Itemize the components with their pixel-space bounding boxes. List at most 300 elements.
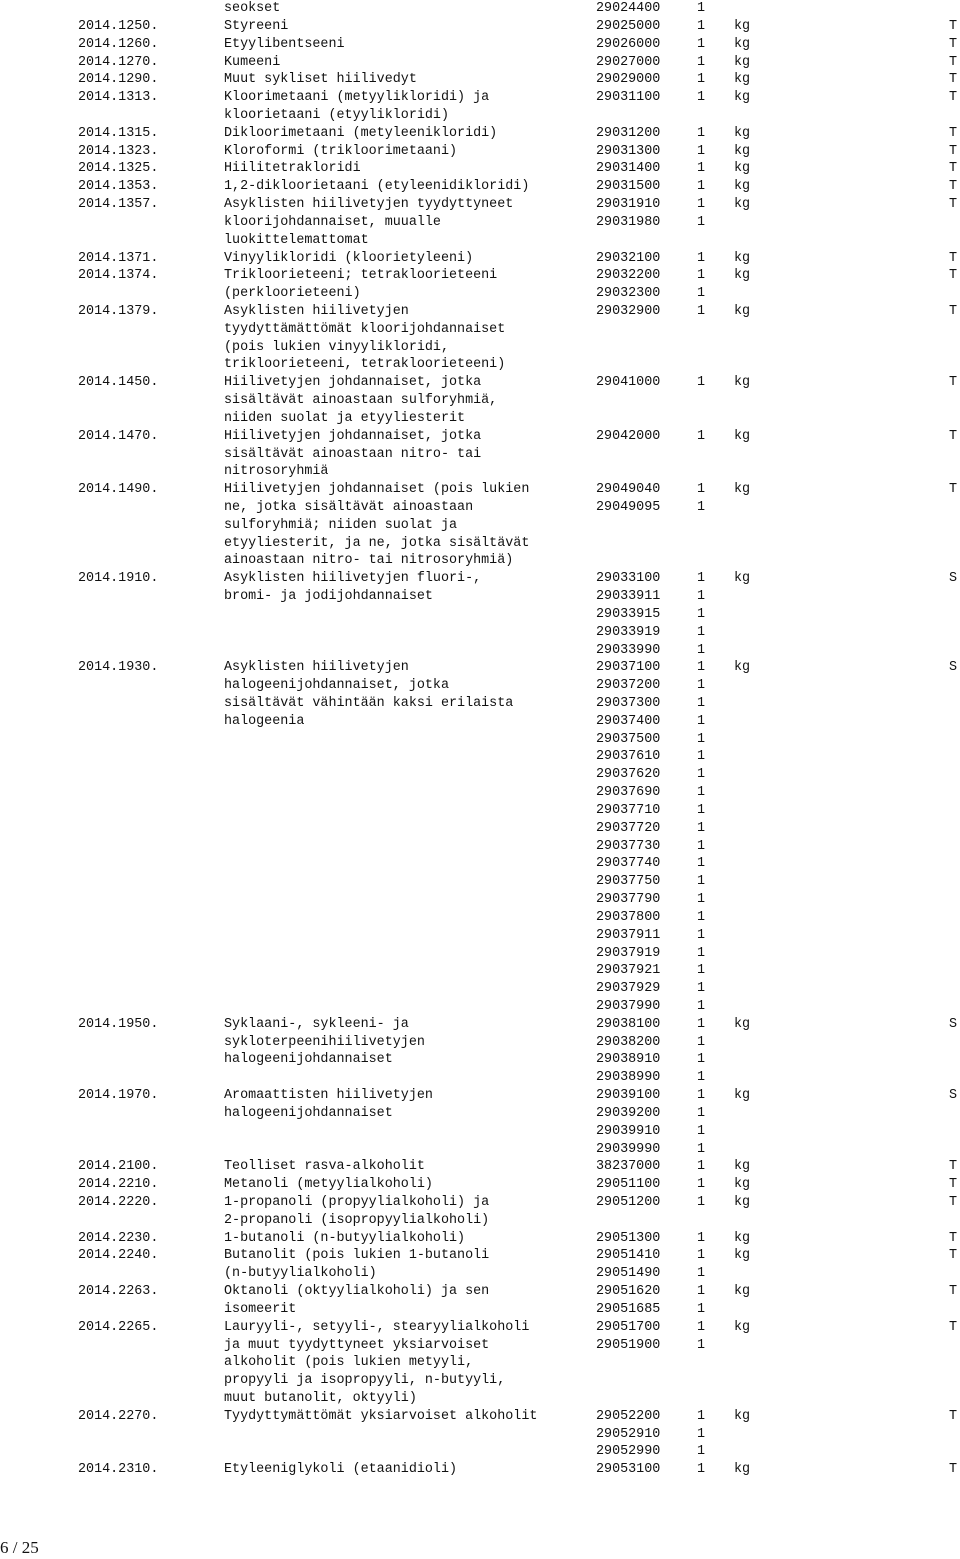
table-row — [0, 873, 960, 891]
category-flag: T — [949, 1408, 958, 1424]
table-row — [0, 1212, 960, 1230]
cn-code: 29051620 — [596, 1284, 661, 1299]
cn-code: 29033915 — [596, 606, 661, 622]
product-description: 2-propanoli (isopropyylialkoholi) — [224, 1212, 490, 1228]
category-flag: T — [949, 428, 958, 444]
unit: kg — [734, 1159, 751, 1175]
product-description: Hiilivetyjen johdannaiset (pois lukien — [224, 482, 530, 498]
unit: kg — [734, 1462, 751, 1478]
product-code: 2014.1374. — [78, 268, 159, 284]
quantity-factor: 1 — [697, 731, 706, 747]
cn-code: 29051700 — [596, 1319, 661, 1335]
product-description: Hiilivetyjen johdannaiset, jotka — [224, 375, 482, 391]
cn-code: 29037740 — [596, 856, 661, 872]
quantity-factor: 1 — [697, 1052, 706, 1068]
product-code: 2014.1379. — [78, 303, 159, 319]
quantity-factor: 1 — [697, 927, 706, 943]
unit: kg — [734, 1177, 751, 1193]
unit: kg — [734, 250, 751, 266]
table-row — [0, 1319, 960, 1337]
quantity-factor: 1 — [697, 678, 706, 694]
cn-code: 29041000 — [596, 375, 661, 391]
product-description: Trikloorieteeni; tetrakloorieteeni — [224, 268, 498, 284]
product-description: bromi- ja jodijohdannaiset — [224, 589, 433, 605]
table-row — [0, 339, 960, 357]
quantity-factor: 1 — [697, 713, 706, 729]
quantity-factor: 1 — [697, 161, 706, 177]
table-row — [0, 36, 960, 54]
table-row — [0, 267, 960, 285]
product-code: 2014.2100. — [78, 1159, 159, 1175]
table-row — [0, 535, 960, 553]
category-flag: T — [949, 1319, 958, 1335]
product-description: ja muut tyydyttyneet yksiarvoiset — [224, 1337, 490, 1353]
cn-code: 29031100 — [596, 90, 661, 106]
cn-code: 29049095 — [596, 500, 661, 515]
cn-code: 29037500 — [596, 731, 661, 747]
table-row — [0, 1372, 960, 1390]
table-row — [0, 71, 960, 89]
quantity-factor: 1 — [697, 214, 706, 230]
unit: kg — [734, 72, 751, 88]
cn-code: 29038100 — [596, 1016, 661, 1032]
quantity-factor: 1 — [697, 268, 706, 284]
page-number: 6 / 25 — [0, 1538, 39, 1557]
category-flag: S — [949, 1016, 958, 1032]
unit: kg — [734, 54, 751, 70]
product-description: halogeenijohdannaiset — [224, 1105, 393, 1121]
cn-code: 29037200 — [596, 678, 661, 694]
category-flag: T — [949, 482, 958, 498]
table-row — [0, 1265, 960, 1283]
table-row — [0, 1158, 960, 1176]
table-row — [0, 1051, 960, 1069]
product-description: tyydyttämättömät kloorijohdannaiset — [224, 321, 506, 337]
table-row — [0, 0, 960, 18]
table-row — [0, 980, 960, 998]
product-description: Asyklisten hiilivetyjen — [224, 660, 409, 676]
product-description: sisältävät vähintään kaksi erilaista — [224, 696, 514, 711]
quantity-factor: 1 — [697, 1159, 706, 1175]
category-flag: T — [949, 1462, 958, 1478]
product-description: etyyliesterit, ja ne, jotka sisältävät — [224, 535, 530, 551]
product-description: Hiilitetrakloridi — [224, 161, 361, 177]
unit: kg — [734, 660, 751, 676]
product-description: kloorietaani (etyylikloridi) — [224, 107, 449, 123]
table-row — [0, 1230, 960, 1248]
category-flag: S — [949, 660, 958, 676]
cn-code: 29039100 — [596, 1088, 661, 1103]
quantity-factor: 1 — [697, 1105, 706, 1121]
cn-code: 29037300 — [596, 696, 661, 711]
category-flag: T — [949, 303, 958, 319]
cn-code: 29037990 — [596, 998, 661, 1014]
cn-code: 29031500 — [596, 179, 661, 195]
table-row — [0, 1247, 960, 1265]
category-flag: T — [949, 250, 958, 266]
product-code: 2014.1970. — [78, 1088, 159, 1103]
quantity-factor: 1 — [697, 909, 706, 925]
table-row — [0, 499, 960, 517]
quantity-factor: 1 — [697, 642, 706, 658]
cn-code: 29037620 — [596, 767, 661, 783]
cn-code: 29037750 — [596, 874, 661, 890]
product-description: Etyylibentseeni — [224, 36, 345, 52]
table-row — [0, 998, 960, 1016]
quantity-factor: 1 — [697, 1266, 706, 1282]
product-code: 2014.1260. — [78, 36, 159, 52]
quantity-factor: 1 — [697, 1444, 706, 1460]
table-row — [0, 624, 960, 642]
table-row — [0, 446, 960, 464]
product-code: 2014.2263. — [78, 1284, 159, 1299]
quantity-factor: 1 — [697, 945, 706, 961]
product-code: 2014.1290. — [78, 72, 159, 88]
table-row — [0, 1176, 960, 1194]
product-code: 2014.1450. — [78, 375, 159, 391]
product-description: Lauryyli-, setyyli-, stearyylialkoholi — [224, 1319, 530, 1335]
table-row — [0, 802, 960, 820]
quantity-factor: 1 — [697, 1016, 706, 1032]
table-row — [0, 1105, 960, 1123]
table-row — [0, 927, 960, 945]
cn-code: 29053100 — [596, 1462, 661, 1478]
table-row — [0, 855, 960, 873]
quantity-factor: 1 — [697, 767, 706, 783]
cn-code: 29051685 — [596, 1301, 661, 1317]
cn-code: 29033100 — [596, 571, 661, 587]
product-description: halogeenia — [224, 713, 305, 729]
product-description: Tyydyttymättömät yksiarvoiset alkoholit — [224, 1408, 538, 1424]
quantity-factor: 1 — [697, 482, 706, 498]
cn-code: 29049040 — [596, 482, 661, 498]
quantity-factor: 1 — [697, 250, 706, 266]
category-flag: T — [949, 90, 958, 106]
product-description: Oktanoli (oktyylialkoholi) ja sen — [224, 1284, 490, 1299]
category-flag: S — [949, 571, 958, 587]
cn-code: 29042000 — [596, 428, 661, 444]
unit: kg — [734, 125, 751, 141]
quantity-factor: 1 — [697, 18, 706, 34]
table-row — [0, 1283, 960, 1301]
product-code: 2014.2240. — [78, 1248, 159, 1264]
product-description: isomeerit — [224, 1301, 297, 1317]
table-row — [0, 143, 960, 161]
cn-code: 29031980 — [596, 214, 661, 230]
product-description: Asyklisten hiilivetyjen — [224, 303, 409, 319]
table-row — [0, 588, 960, 606]
table-row — [0, 1390, 960, 1408]
table-row — [0, 677, 960, 695]
quantity-factor: 1 — [697, 606, 706, 622]
category-flag: T — [949, 18, 958, 34]
cn-code: 29025000 — [596, 18, 661, 34]
table-row — [0, 1016, 960, 1034]
category-flag: T — [949, 179, 958, 195]
cn-code: 29031200 — [596, 125, 661, 141]
product-code: 2014.1490. — [78, 482, 159, 498]
quantity-factor: 1 — [697, 72, 706, 88]
table-row — [0, 1426, 960, 1444]
quantity-factor: 1 — [697, 1088, 706, 1103]
product-description: sisältävät ainoastaan nitro- tai — [224, 446, 482, 462]
product-code: 2014.1910. — [78, 571, 159, 587]
category-flag: T — [949, 197, 958, 212]
product-description: Metanoli (metyylialkoholi) — [224, 1177, 433, 1193]
table-row — [0, 606, 960, 624]
cn-code: 29037730 — [596, 838, 661, 854]
table-row — [0, 642, 960, 660]
product-code: 2014.1930. — [78, 660, 159, 676]
table-row — [0, 321, 960, 339]
table-row — [0, 214, 960, 232]
table-row — [0, 945, 960, 963]
table-row — [0, 517, 960, 535]
quantity-factor: 1 — [697, 1177, 706, 1193]
unit: kg — [734, 36, 751, 52]
table-row — [0, 1443, 960, 1461]
product-description: Kloorimetaani (metyylikloridi) ja — [224, 90, 490, 106]
table-row — [0, 18, 960, 36]
cn-code: 29037720 — [596, 820, 661, 836]
quantity-factor: 1 — [697, 1248, 706, 1264]
cn-code: 29038200 — [596, 1034, 661, 1050]
quantity-factor: 1 — [697, 785, 706, 801]
product-description: Asyklisten hiilivetyjen fluori-, — [224, 571, 482, 587]
unit: kg — [734, 1248, 751, 1264]
product-description: Dikloorimetaani (metyleenikloridi) — [224, 125, 498, 141]
table-row — [0, 838, 960, 856]
quantity-factor: 1 — [697, 303, 706, 319]
quantity-factor: 1 — [697, 90, 706, 106]
table-row — [0, 303, 960, 321]
product-description: alkoholit (pois lukien metyyli, — [224, 1355, 474, 1371]
table-row — [0, 374, 960, 392]
quantity-factor: 1 — [697, 143, 706, 159]
quantity-factor: 1 — [697, 1319, 706, 1335]
cn-code: 29037610 — [596, 749, 661, 765]
product-description: Etyleeniglykoli (etaanidioli) — [224, 1462, 458, 1478]
product-description: sisältävät ainoastaan sulforyhmiä, — [224, 393, 498, 408]
product-description: 1,2-dikloorietaani (etyleenidikloridi) — [224, 179, 530, 195]
product-code: 2014.2265. — [78, 1319, 159, 1335]
quantity-factor: 1 — [697, 1, 706, 16]
table-row — [0, 909, 960, 927]
cn-code: 29032200 — [596, 268, 661, 284]
quantity-factor: 1 — [697, 1337, 706, 1353]
product-description: Teolliset rasva-alkoholit — [224, 1159, 425, 1175]
cn-code: 29052910 — [596, 1426, 661, 1442]
unit: kg — [734, 303, 751, 319]
cn-code: 29024400 — [596, 1, 661, 16]
quantity-factor: 1 — [697, 820, 706, 836]
cn-code: 29037919 — [596, 945, 661, 961]
product-description: sykloterpeenihiilivetyjen — [224, 1034, 425, 1050]
table-row — [0, 1069, 960, 1087]
table-row — [0, 178, 960, 196]
category-flag: T — [949, 54, 958, 70]
cn-code: 29051900 — [596, 1337, 661, 1353]
category-flag: T — [949, 36, 958, 52]
table-row — [0, 196, 960, 214]
table-row — [0, 1194, 960, 1212]
product-description: 1-butanoli (n-butyylialkoholi) — [224, 1230, 466, 1246]
table-row — [0, 125, 960, 143]
category-flag: T — [949, 1159, 958, 1175]
product-code: 2014.1270. — [78, 54, 159, 70]
product-description: trikloorieteeni, tetrakloorieteeni) — [224, 357, 506, 373]
quantity-factor: 1 — [697, 1141, 706, 1157]
quantity-factor: 1 — [697, 375, 706, 391]
cn-code: 29031400 — [596, 161, 661, 177]
table-row — [0, 784, 960, 802]
cn-code: 29051410 — [596, 1248, 661, 1264]
table-row — [0, 766, 960, 784]
category-flag: T — [949, 375, 958, 391]
table-row — [0, 820, 960, 838]
cn-code: 29031300 — [596, 143, 661, 159]
product-description: luokittelemattomat — [224, 232, 369, 248]
unit: kg — [734, 571, 751, 587]
table-row — [0, 962, 960, 980]
table-row — [0, 1301, 960, 1319]
table-row — [0, 160, 960, 178]
cn-code: 29037921 — [596, 963, 661, 979]
quantity-factor: 1 — [697, 286, 706, 302]
category-flag: T — [949, 1230, 958, 1246]
product-description: nitrosoryhmiä — [224, 464, 329, 480]
product-description: (n-butyylialkoholi) — [224, 1266, 377, 1282]
quantity-factor: 1 — [697, 981, 706, 997]
product-description: 1-propanoli (propyylialkoholi) ja — [224, 1194, 490, 1210]
category-flag: T — [949, 125, 958, 141]
cn-code: 29039910 — [596, 1123, 661, 1139]
table-row — [0, 695, 960, 713]
product-code: 2014.2230. — [78, 1230, 159, 1246]
quantity-factor: 1 — [697, 838, 706, 854]
cn-code: 29029000 — [596, 72, 661, 88]
table-row — [0, 659, 960, 677]
product-description: ne, jotka sisältävät ainoastaan — [224, 500, 474, 515]
quantity-factor: 1 — [697, 874, 706, 890]
product-description: Vinyylikloridi (kloorietyleeni) — [224, 250, 474, 266]
table-row — [0, 1461, 960, 1479]
quantity-factor: 1 — [697, 963, 706, 979]
unit: kg — [734, 1284, 751, 1299]
cn-code: 29031910 — [596, 197, 661, 212]
product-code: 2014.2310. — [78, 1462, 159, 1478]
cn-code: 29033911 — [596, 589, 661, 605]
table-row — [0, 250, 960, 268]
cn-code: 38237000 — [596, 1159, 661, 1175]
table-row — [0, 1141, 960, 1159]
product-code: 2014.1313. — [78, 90, 159, 106]
quantity-factor: 1 — [697, 125, 706, 141]
table-row — [0, 731, 960, 749]
table-row — [0, 748, 960, 766]
table-row — [0, 1123, 960, 1141]
unit: kg — [734, 1194, 751, 1210]
cn-code: 29027000 — [596, 54, 661, 70]
unit: kg — [734, 1319, 751, 1335]
category-flag: T — [949, 72, 958, 88]
unit: kg — [734, 90, 751, 106]
quantity-factor: 1 — [697, 856, 706, 872]
table-row — [0, 481, 960, 499]
product-code: 2014.1950. — [78, 1016, 159, 1032]
quantity-factor: 1 — [697, 589, 706, 605]
table-row — [0, 891, 960, 909]
product-description: halogeenijohdannaiset, jotka — [224, 678, 449, 694]
product-code: 2014.1250. — [78, 18, 159, 34]
category-flag: S — [949, 1088, 958, 1103]
unit: kg — [734, 197, 751, 212]
product-description: Kloroformi (trikloorimetaani) — [224, 143, 458, 159]
quantity-factor: 1 — [697, 660, 706, 676]
product-description: Muut sykliset hiilivedyt — [224, 72, 417, 88]
quantity-factor: 1 — [697, 1426, 706, 1442]
quantity-factor: 1 — [697, 1070, 706, 1086]
cn-code: 29037100 — [596, 660, 661, 676]
cn-code: 29039200 — [596, 1105, 661, 1121]
unit: kg — [734, 268, 751, 284]
cn-code: 29032900 — [596, 303, 661, 319]
table-row — [0, 428, 960, 446]
product-code: 2014.2210. — [78, 1177, 159, 1193]
cn-code: 29026000 — [596, 36, 661, 52]
quantity-factor: 1 — [697, 179, 706, 195]
table-row — [0, 1337, 960, 1355]
product-description: Styreeni — [224, 18, 289, 34]
product-description: (perkloorieteeni) — [224, 286, 361, 302]
quantity-factor: 1 — [697, 1284, 706, 1299]
product-code: 2014.2220. — [78, 1194, 159, 1210]
table-row — [0, 1034, 960, 1052]
table-row — [0, 570, 960, 588]
category-flag: T — [949, 143, 958, 159]
table-row — [0, 107, 960, 125]
cn-code: 29037710 — [596, 802, 661, 818]
cn-code: 29032300 — [596, 286, 661, 302]
unit: kg — [734, 1016, 751, 1032]
table-row — [0, 552, 960, 570]
unit: kg — [734, 161, 751, 177]
quantity-factor: 1 — [697, 36, 706, 52]
quantity-factor: 1 — [697, 1034, 706, 1050]
cn-code: 29037400 — [596, 713, 661, 729]
quantity-factor: 1 — [697, 54, 706, 70]
table-row — [0, 1087, 960, 1105]
product-description: propyyli ja isopropyyli, n-butyyli, — [224, 1373, 506, 1389]
quantity-factor: 1 — [697, 1462, 706, 1478]
category-flag: T — [949, 161, 958, 177]
cn-code: 29052200 — [596, 1408, 661, 1424]
quantity-factor: 1 — [697, 1230, 706, 1246]
product-description: halogeenijohdannaiset — [224, 1052, 393, 1068]
table-row — [0, 232, 960, 250]
unit: kg — [734, 428, 751, 444]
category-flag: T — [949, 268, 958, 284]
cn-code: 29051100 — [596, 1177, 661, 1193]
quantity-factor: 1 — [697, 1123, 706, 1139]
cn-code: 29033919 — [596, 624, 661, 640]
product-description: Aromaattisten hiilivetyjen — [224, 1088, 433, 1103]
product-description: kloorijohdannaiset, muualle — [224, 214, 441, 230]
cn-code: 29032100 — [596, 250, 661, 266]
product-code: 2014.1371. — [78, 250, 159, 266]
table-row — [0, 54, 960, 72]
quantity-factor: 1 — [697, 1301, 706, 1317]
